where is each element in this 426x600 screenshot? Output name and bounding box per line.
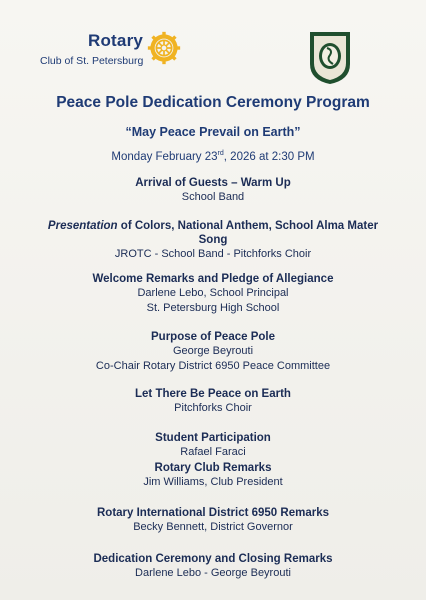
program-item-purpose	[0, 330, 426, 374]
item-detail: Co-Chair Rotary District 6950 Peace Committee	[95, 360, 331, 372]
item-heading: Rotary Club Remarks	[154, 462, 272, 474]
item-detail: Rafael Faraci	[180, 446, 246, 458]
item-detail: Darlene Lebo, School Principal	[137, 287, 289, 299]
program-item-student-participation	[0, 431, 426, 460]
item-detail: Pitchforks Choir	[174, 402, 252, 414]
item-heading: Student Participation	[155, 432, 271, 444]
program-item-arrival	[0, 176, 426, 205]
rotary-wheel-icon	[147, 31, 181, 65]
rotary-club-name: Club of St. Petersburg	[40, 55, 144, 67]
program-item-dedication	[0, 552, 426, 581]
item-heading-line2: Song	[198, 234, 228, 246]
item-heading: Arrival of Guests – Warm Up	[135, 177, 291, 189]
program-item-let-there-be-peace	[0, 387, 426, 416]
item-heading: Dedication Ceremony and Closing Remarks	[93, 553, 333, 565]
program-item-rotary-club-remarks	[0, 461, 426, 490]
program-motto: “May Peace Prevail on Earth”	[125, 125, 301, 139]
item-detail: JROTC - School Band - Pitchforks Choir	[114, 248, 312, 260]
item-heading: Let There Be Peace on Earth	[135, 388, 291, 400]
item-heading: Purpose of Peace Pole	[151, 331, 275, 343]
rotary-wordmark: Rotary	[88, 31, 144, 50]
program-date: Monday February 23rd, 2026 at 2:30 PM	[111, 150, 315, 163]
item-heading: Rotary International District 6950 Remarks	[96, 507, 329, 519]
item-detail: Becky Bennett, District Governor	[133, 521, 293, 533]
item-detail: Darlene Lebo - George Beyrouti	[135, 567, 291, 579]
item-detail: George Beyrouti	[172, 345, 254, 357]
item-heading: Presentation of Colors, National Anthem, School Alma Mater	[47, 220, 379, 232]
program-item-welcome	[0, 272, 426, 316]
rotary-logo	[40, 31, 190, 75]
program-item-district-remarks	[0, 506, 426, 535]
item-heading: Welcome Remarks and Pledge of Allegiance	[92, 273, 334, 285]
item-detail: School Band	[181, 191, 245, 203]
program-item-presentation	[0, 219, 426, 262]
program-title: Peace Pole Dedication Ceremony Program	[56, 94, 370, 111]
item-detail: Jim Williams, Club President	[143, 476, 283, 488]
item-detail: St. Petersburg High School	[146, 302, 280, 314]
school-seal-logo	[306, 28, 354, 86]
